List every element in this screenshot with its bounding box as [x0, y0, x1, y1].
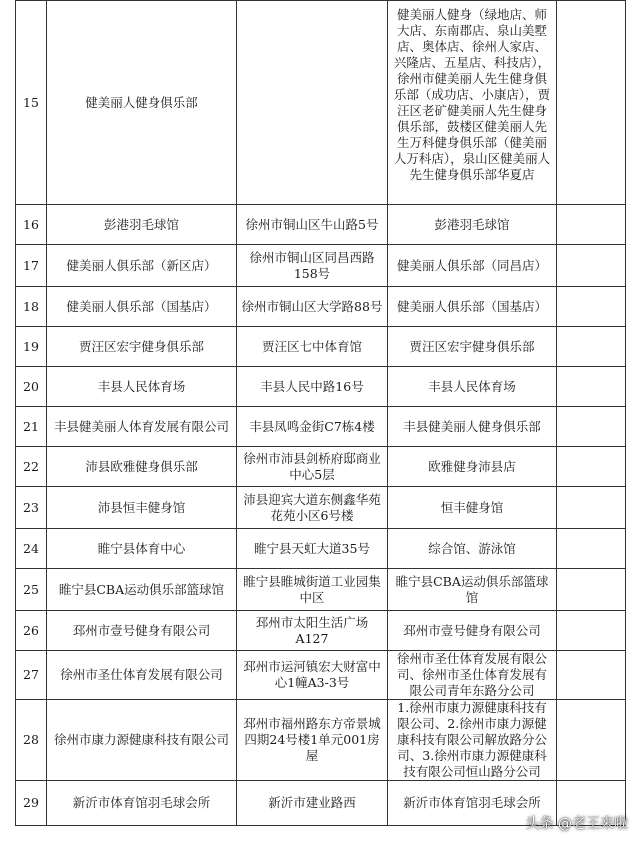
venue-address: 徐州市铜山区大学路88号 — [237, 287, 388, 327]
venue-name: 徐州市圣仕体育发展有限公司 — [47, 651, 237, 700]
table-row — [16, 487, 626, 529]
venue-name: 丰县健美丽人体育发展有限公司 — [47, 407, 237, 447]
venue-branch: 徐州市圣仕体育发展有限公司、徐州市圣仕体育发展有限公司青年东路分公司 — [388, 651, 557, 700]
venue-extra — [557, 700, 626, 781]
venue-branch: 健美丽人俱乐部（同昌店） — [388, 245, 557, 287]
venue-name: 健美丽人俱乐部（新区店） — [47, 245, 237, 287]
venue-address: 邳州市运河镇宏大财富中心1幢A3-3号 — [237, 651, 388, 700]
venue-branch: 邳州市壹号健身有限公司 — [388, 611, 557, 651]
venue-address: 徐州市沛县剑桥府邸商业中心5层 — [237, 447, 388, 487]
venue-name: 睢宁县体育中心 — [47, 529, 237, 569]
venue-address: 徐州市铜山区同昌西路158号 — [237, 245, 388, 287]
watermark: 头条 @老王来啦 — [525, 816, 628, 832]
venue-branch: 丰县人民体育场 — [388, 367, 557, 407]
venue-address: 邳州市福州路东方帝景城四期24号楼1单元001房屋 — [237, 700, 388, 781]
row-number: 21 — [16, 407, 47, 447]
venue-extra — [557, 487, 626, 529]
row-number: 15 — [16, 1, 47, 205]
row-number: 20 — [16, 367, 47, 407]
row-number: 16 — [16, 205, 47, 245]
venue-name: 彭港羽毛球馆 — [47, 205, 237, 245]
venue-name: 睢宁县CBA运动俱乐部篮球馆 — [47, 569, 237, 611]
venue-branch: 彭港羽毛球馆 — [388, 205, 557, 245]
table-row — [16, 447, 626, 487]
table-row — [16, 611, 626, 651]
venue-extra — [557, 611, 626, 651]
row-number: 23 — [16, 487, 47, 529]
venue-name: 健美丽人俱乐部（国基店） — [47, 287, 237, 327]
venue-extra — [557, 327, 626, 367]
table-row — [16, 569, 626, 611]
venue-address: 邳州市太阳生活广场A127 — [237, 611, 388, 651]
row-number: 27 — [16, 651, 47, 700]
table-row — [16, 1, 626, 205]
venue-extra — [557, 651, 626, 700]
venue-name: 沛县恒丰健身馆 — [47, 487, 237, 529]
venue-name: 徐州市康力源健康科技有限公司 — [47, 700, 237, 781]
venue-address: 新沂市建业路西 — [237, 781, 388, 826]
venue-branch: 健美丽人健身（绿地店、师大店、东南郡店、泉山美墅店、奥体店、徐州人家店、兴隆店、五星店、科技店），徐州市健美丽人先生健身俱乐部（成功店、小康店），贾汪区老矿健美丽人先生健身俱乐部，鼓楼区健美丽人先生万科健身俱乐部（健美丽人万科店），泉山区健美丽人先生健身俱乐部华夏店 — [388, 1, 557, 205]
venue-extra — [557, 407, 626, 447]
venue-branch: 健美丽人俱乐部（国基店） — [388, 287, 557, 327]
table-row — [16, 205, 626, 245]
venue-address: 丰县凤鸣金街C7栋4楼 — [237, 407, 388, 447]
venue-name: 邳州市壹号健身有限公司 — [47, 611, 237, 651]
table-row — [16, 651, 626, 700]
venue-branch: 睢宁县CBA运动俱乐部篮球馆 — [388, 569, 557, 611]
venue-branch: 欧雅健身沛县店 — [388, 447, 557, 487]
venue-address: 睢宁县睢城街道工业园集中区 — [237, 569, 388, 611]
row-number: 17 — [16, 245, 47, 287]
table-row — [16, 327, 626, 367]
row-number: 19 — [16, 327, 47, 367]
venue-extra — [557, 367, 626, 407]
venue-name: 新沂市体育馆羽毛球会所 — [47, 781, 237, 826]
row-number: 25 — [16, 569, 47, 611]
venue-address: 沛县迎宾大道东侧鑫华苑花苑小区6号楼 — [237, 487, 388, 529]
table-row — [16, 367, 626, 407]
venue-branch: 综合馆、游泳馆 — [388, 529, 557, 569]
venue-name: 沛县欧雅健身俱乐部 — [47, 447, 237, 487]
venue-extra — [557, 287, 626, 327]
table-row — [16, 245, 626, 287]
venue-extra — [557, 447, 626, 487]
venue-address: 睢宁县天虹大道35号 — [237, 529, 388, 569]
venue-branch: 恒丰健身馆 — [388, 487, 557, 529]
venue-extra — [557, 245, 626, 287]
venue-address — [237, 1, 388, 205]
table-row — [16, 407, 626, 447]
row-number: 18 — [16, 287, 47, 327]
row-number: 29 — [16, 781, 47, 826]
table-row — [16, 529, 626, 569]
venue-name: 丰县人民体育场 — [47, 367, 237, 407]
row-number: 26 — [16, 611, 47, 651]
venue-name: 健美丽人健身俱乐部 — [47, 1, 237, 205]
venue-branch: 新沂市体育馆羽毛球会所 — [388, 781, 557, 826]
table-row — [16, 287, 626, 327]
venue-branch: 1.徐州市康力源健康科技有限公司、2.徐州市康力源健康科技有限公司解放路分公司、3.徐州市康力源健康科技有限公司恒山路分公司 — [388, 700, 557, 781]
table-row — [16, 700, 626, 781]
venue-extra — [557, 1, 626, 205]
venue-address: 丰县人民中路16号 — [237, 367, 388, 407]
venue-address: 徐州市铜山区牛山路5号 — [237, 205, 388, 245]
venue-extra — [557, 569, 626, 611]
venue-extra — [557, 529, 626, 569]
venue-branch: 贾汪区宏宇健身俱乐部 — [388, 327, 557, 367]
row-number: 22 — [16, 447, 47, 487]
venue-name: 贾汪区宏宇健身俱乐部 — [47, 327, 237, 367]
venue-address: 贾汪区七中体育馆 — [237, 327, 388, 367]
venue-extra — [557, 205, 626, 245]
row-number: 28 — [16, 700, 47, 781]
venue-branch: 丰县健美丽人健身俱乐部 — [388, 407, 557, 447]
row-number: 24 — [16, 529, 47, 569]
venue-table — [15, 0, 626, 826]
